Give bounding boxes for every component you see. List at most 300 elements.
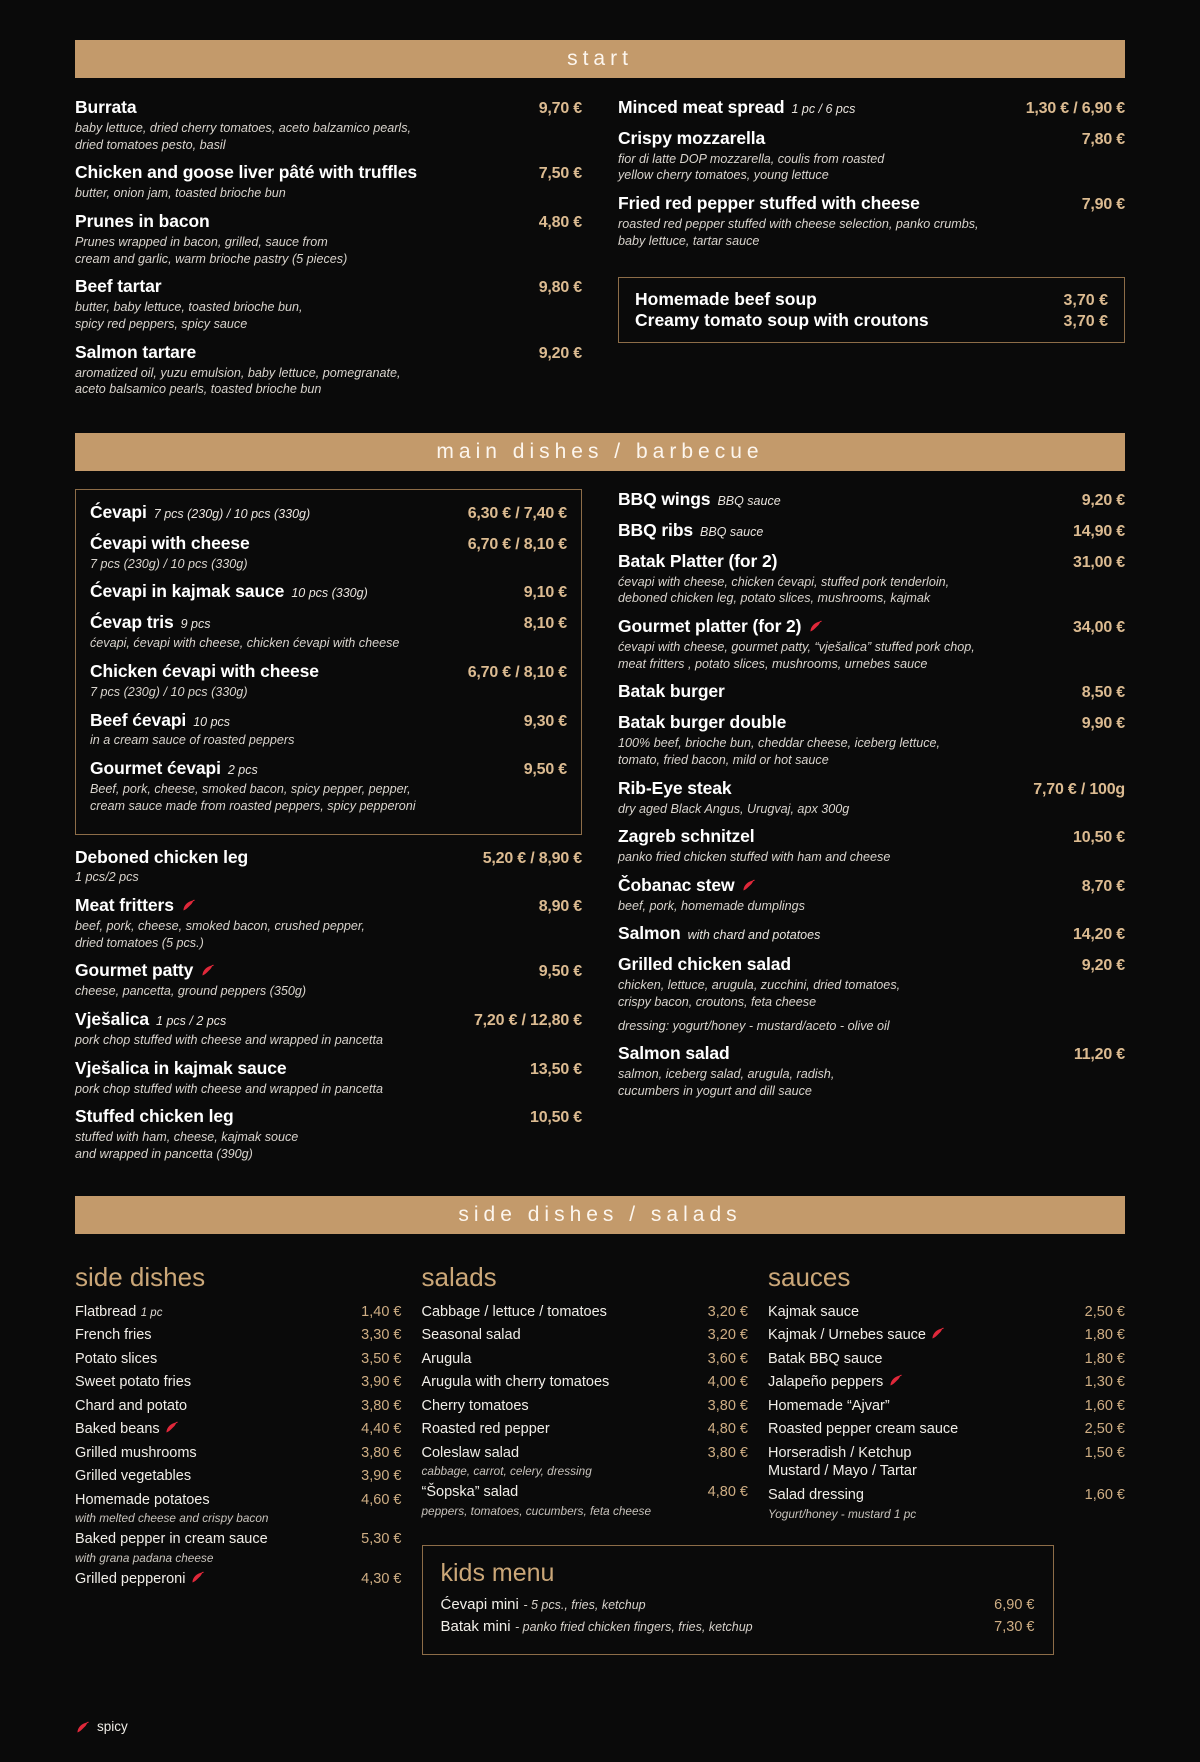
sides-section [75, 1262, 1125, 1655]
list-item-name-wrap [768, 1303, 859, 1321]
menu-item-name-wrap [90, 502, 458, 524]
list-item-name: Coleslaw salad [421, 1444, 520, 1461]
menu-item [618, 551, 1125, 607]
menu-item-name: Gourmet platter (for 2) [618, 616, 802, 637]
menu-item-name-wrap [618, 875, 1072, 897]
menu-item-name: Ćevapi [90, 501, 147, 522]
menu-item-header [75, 1058, 582, 1080]
list-item-name-wrap [75, 1303, 162, 1321]
menu-item-price: 10,50 € [1073, 829, 1125, 847]
main-left-column [75, 489, 600, 1172]
menu-item-price: 5,20 € / 8,90 € [482, 849, 582, 867]
menu-item-header [75, 1009, 582, 1031]
list-item-name: Roasted pepper cream sauce [768, 1421, 959, 1438]
list-item-price: 2,50 € [1084, 1303, 1125, 1320]
menu-page [0, 40, 1200, 1762]
menu-item-name-wrap [75, 342, 529, 364]
menu-item-name: Gourmet ćevapi [90, 758, 221, 779]
list-item-name-wrap [422, 1373, 610, 1391]
list-item-name-wrap [422, 1397, 529, 1415]
menu-item [75, 1009, 582, 1049]
menu-item-name-wrap [90, 612, 514, 634]
menu-item [90, 581, 567, 603]
side-dishes-title: side dishes [75, 1261, 206, 1292]
chili-icon [741, 879, 756, 892]
menu-item-description: butter, onion jam, toasted brioche bun [75, 186, 286, 201]
menu-item-name-wrap [75, 276, 529, 298]
list-item-price: 4,60 € [361, 1491, 402, 1508]
menu-item-name: Rib-Eye steak [618, 777, 732, 798]
list-item-name: Cabbage / lettuce / tomatoes [421, 1303, 607, 1320]
list-item-name-wrap [768, 1420, 958, 1438]
menu-item-price: 9,50 € [538, 963, 582, 981]
list-item-name: Kajmak / Urnebes sauce [768, 1327, 926, 1344]
sauces-title: sauces [768, 1261, 851, 1292]
list-item-subtext: Yogurt/honey - mustard 1 pc [768, 1506, 917, 1521]
menu-item-name: Burrata [75, 97, 137, 117]
list-item-price: 3,80 € [707, 1444, 748, 1461]
list-item-price: 3,20 € [707, 1327, 748, 1344]
list-item-subtext: with melted cheese and crispy bacon [75, 1511, 269, 1526]
list-item-price: 4,80 € [707, 1421, 748, 1438]
list-item [768, 1486, 1125, 1504]
menu-item-name: Fried red pepper stuffed with cheese [618, 193, 920, 214]
kids-menu-item-price: 6,90 € [994, 1596, 1035, 1613]
menu-item-qty: BBQ sauce [717, 493, 781, 508]
menu-item-description: in a cream sauce of roasted peppers [90, 733, 295, 748]
menu-item-description: ćevapi with cheese, chicken ćevapi, stuffed pork tenderloin, deboned chicken leg, potato slices, mushrooms, kajmak [618, 574, 950, 606]
list-item-name: Homemade potatoes [75, 1491, 210, 1508]
list-item-name-wrap [422, 1350, 472, 1368]
list-item-name-wrap [422, 1483, 519, 1501]
menu-item-name: Ćevap tris [90, 612, 174, 633]
list-item-subtext: with grana padana cheese [75, 1550, 214, 1565]
menu-item-description: dry aged Black Angus, Urugvaj, apx 300g [618, 801, 850, 816]
list-item-price: 1,80 € [1084, 1327, 1125, 1344]
list-item-price: 4,30 € [361, 1570, 402, 1587]
menu-item [618, 875, 1125, 915]
list-item-qty: 1 pc [140, 1306, 163, 1319]
menu-item-name-wrap [618, 193, 1072, 215]
chili-icon [808, 620, 823, 633]
soup-price: 3,70 € [1063, 312, 1108, 330]
menu-item-price: 9,80 € [538, 279, 582, 297]
menu-item-name: Salmon [618, 923, 681, 944]
list-item-name-wrap [75, 1530, 268, 1548]
spicy-legend [75, 1719, 128, 1734]
menu-item-header [75, 211, 582, 233]
menu-item-name-wrap [75, 97, 529, 119]
list-item-name: Batak BBQ sauce [768, 1350, 883, 1367]
list-item-price: 2,50 € [1084, 1421, 1125, 1438]
menu-item-name: Salmon tartare [75, 341, 197, 362]
menu-item-header [75, 1106, 582, 1128]
list-item [75, 1444, 402, 1462]
sauces-column [768, 1262, 1125, 1655]
menu-item [90, 661, 567, 701]
list-item [75, 1397, 402, 1415]
soup-name: Creamy tomato soup with croutons [635, 309, 929, 330]
spicy-legend-label: spicy [97, 1719, 128, 1734]
side-dishes-column [75, 1262, 422, 1655]
list-item-price: 3,20 € [707, 1303, 748, 1320]
menu-item [618, 1043, 1125, 1099]
list-item [75, 1420, 402, 1438]
menu-item-header [75, 97, 582, 119]
menu-item-header [90, 533, 567, 555]
cevapi-box [75, 489, 582, 835]
menu-item-header [618, 712, 1125, 734]
list-item-name-wrap [422, 1303, 607, 1321]
menu-item-qty: 9 pcs [180, 617, 211, 632]
list-item-price: 5,30 € [361, 1531, 402, 1548]
menu-item-price: 7,90 € [1081, 196, 1125, 214]
menu-item [75, 211, 582, 267]
menu-item-name-wrap [75, 1058, 520, 1080]
menu-item-price: 14,90 € [1073, 522, 1125, 540]
menu-item-price: 1,30 € / 6,90 € [1025, 100, 1125, 117]
menu-item-price: 14,20 € [1073, 926, 1125, 944]
menu-item-name: Batak Platter (for 2) [618, 550, 778, 571]
menu-item-name-wrap [90, 710, 514, 732]
menu-item-price: 9,30 € [523, 712, 567, 730]
list-item-price: 3,50 € [361, 1350, 402, 1367]
menu-item [618, 193, 1125, 249]
list-item [422, 1420, 749, 1438]
list-item [768, 1326, 1125, 1344]
menu-item [75, 895, 582, 951]
section-title-main: main dishes / barbecue [436, 439, 764, 463]
menu-item-name: Meat fritters [75, 895, 174, 916]
menu-item-qty: with chard and potatoes [687, 928, 821, 943]
list-item-name: Salad dressing [768, 1487, 864, 1504]
menu-item-header [618, 923, 1125, 945]
menu-item [618, 128, 1125, 184]
menu-item-name-wrap [618, 954, 1072, 976]
chili-icon [181, 899, 196, 912]
menu-item-price: 7,20 € / 12,80 € [473, 1012, 582, 1030]
menu-item-description: aromatized oil, yuzu emulsion, baby lettuce, pomegranate, aceto balsamico pearls, toasted brioche bun [75, 365, 401, 397]
menu-item-name-wrap [618, 681, 1072, 703]
list-item-price: 3,60 € [707, 1350, 748, 1367]
menu-item-name-wrap [618, 489, 1072, 511]
menu-item-name: Batak burger double [618, 712, 787, 733]
menu-item-price: 9,90 € [1081, 715, 1125, 733]
menu-item [90, 502, 567, 524]
menu-item-name-wrap [90, 661, 458, 683]
menu-item-price: 6,70 € / 8,10 € [467, 535, 567, 553]
soups-box [618, 277, 1125, 343]
list-item-name: Arugula with cherry tomatoes [421, 1374, 610, 1391]
menu-item-name: Crispy mozzarella [618, 127, 766, 148]
list-item-name-wrap [75, 1570, 205, 1588]
menu-item-header [618, 826, 1125, 848]
menu-item-description: fior di latte DOP mozzarella, coulis from roasted yellow cherry tomatoes, young lettuce [618, 151, 885, 183]
list-item [768, 1420, 1125, 1438]
menu-item [618, 954, 1125, 1034]
menu-item-price: 7,70 € / 100g [1033, 780, 1125, 798]
list-item-name-wrap [768, 1350, 882, 1368]
menu-item-description: roasted red pepper stuffed with cheese selection, panko crumbs, baby lettuce, tartar sauce [618, 217, 979, 248]
menu-item-header [75, 847, 582, 869]
menu-item [618, 778, 1125, 818]
list-item [422, 1326, 749, 1344]
menu-item-price: 6,30 € / 7,40 € [467, 504, 567, 522]
menu-item-qty: 2 pcs [227, 763, 258, 778]
list-item-price: 3,80 € [707, 1397, 748, 1414]
menu-item [618, 616, 1125, 672]
menu-item-name-wrap [618, 520, 1063, 542]
menu-item-header [75, 895, 582, 917]
list-item-name: Potato slices [75, 1350, 158, 1367]
chili-icon [75, 1721, 90, 1734]
menu-item-qty: 10 pcs [193, 714, 231, 729]
menu-item-name: Grilled chicken salad [618, 954, 791, 975]
list-item-name: Flatbread [75, 1303, 137, 1320]
menu-item [75, 1058, 582, 1098]
list-item-price: 3,80 € [361, 1444, 402, 1461]
chili-icon [888, 1374, 903, 1387]
menu-item-name-wrap [75, 960, 529, 982]
menu-item [618, 826, 1125, 866]
menu-item-name-wrap [90, 581, 514, 603]
start-left-column [75, 97, 600, 407]
list-item-name-wrap [422, 1420, 550, 1438]
list-item [75, 1350, 402, 1368]
menu-item-name: Deboned chicken leg [75, 846, 249, 867]
menu-item-description: baby lettuce, dried cherry tomatoes, aceto balzamico pearls, dried tomatoes pesto, basil [75, 120, 412, 152]
list-item-name: Baked beans [75, 1421, 160, 1438]
list-item-name: Sweet potato fries [75, 1374, 192, 1391]
soup-name: Homemade beef soup [635, 288, 817, 309]
list-item [75, 1530, 402, 1548]
chili-icon [190, 1571, 205, 1584]
list-item-name: Homemade “Ajvar” [768, 1397, 890, 1414]
menu-item-price: 34,00 € [1073, 619, 1125, 637]
list-item [422, 1397, 749, 1415]
section-title-start: start [567, 47, 633, 70]
list-item [422, 1373, 749, 1391]
menu-item-price: 13,50 € [530, 1060, 582, 1078]
list-item-name: Grilled mushrooms [75, 1444, 197, 1461]
menu-item-qty: 1 pcs / 2 pcs [156, 1014, 227, 1029]
list-item-price: 1,40 € [361, 1303, 402, 1320]
menu-item-header [90, 710, 567, 732]
list-item-name-wrap [75, 1467, 191, 1485]
list-item-name: Baked pepper in cream sauce [75, 1531, 268, 1548]
menu-item-name-wrap [618, 712, 1072, 734]
menu-item-header [618, 551, 1125, 573]
menu-item-name: Prunes in bacon [75, 210, 210, 231]
menu-item [618, 712, 1125, 768]
menu-item-name: Stuffed chicken leg [75, 1106, 234, 1127]
menu-item-header [618, 954, 1125, 976]
list-item-price: 1,60 € [1084, 1487, 1125, 1504]
menu-item-price: 4,80 € [538, 213, 582, 231]
list-item [768, 1397, 1125, 1415]
list-item-price: 4,00 € [707, 1374, 748, 1391]
section-banner-start [75, 40, 1125, 78]
menu-item-header [75, 162, 582, 184]
menu-item-description: salmon, iceberg salad, arugula, radish, cucumbers in yogurt and dill sauce [618, 1067, 835, 1099]
list-item-price: 3,30 € [361, 1327, 402, 1344]
list-item-name: “Šopska” salad [421, 1484, 519, 1501]
kids-menu-title: kids menu [440, 1558, 555, 1587]
list-item [768, 1350, 1125, 1368]
menu-item-description: pork chop stuffed with cheese and wrapped in pancetta [75, 1081, 384, 1096]
list-item-name: Cherry tomatoes [421, 1397, 529, 1414]
menu-item-name-wrap [75, 1106, 520, 1128]
kids-menu-item-price: 7,30 € [994, 1618, 1035, 1635]
menu-item [90, 758, 567, 814]
menu-item-header [618, 97, 1125, 119]
list-item-price: 1,60 € [1084, 1397, 1125, 1414]
chili-icon [164, 1421, 179, 1434]
menu-item [90, 612, 567, 652]
menu-item-price: 9,50 € [523, 761, 567, 779]
menu-item-description-extra: dressing: yogurt/honey - mustard/aceto - olive oil [618, 1018, 890, 1033]
menu-item-name: Chicken and goose liver pâté with truffles [75, 162, 417, 183]
menu-item-header [618, 681, 1125, 703]
menu-item-price: 9,70 € [538, 100, 582, 117]
menu-item-description: stuffed with ham, cheese, kajmak souce and wrapped in pancetta (390g) [75, 1130, 299, 1161]
menu-item-header [618, 520, 1125, 542]
list-item-price: 3,90 € [361, 1374, 402, 1391]
menu-item-name: BBQ wings [618, 488, 711, 509]
list-item-price: 3,90 € [361, 1468, 402, 1485]
soup-row [635, 289, 1108, 310]
menu-item-header [618, 128, 1125, 150]
start-section [75, 97, 1125, 407]
menu-item [75, 1106, 582, 1162]
list-item-name: Roasted red pepper [421, 1421, 550, 1438]
menu-item-description: 7 pcs (230g) / 10 pcs (330g) [90, 684, 248, 699]
list-item-price: 4,40 € [361, 1421, 402, 1438]
section-banner-main [75, 433, 1125, 471]
menu-item [618, 489, 1125, 511]
menu-item-header [90, 661, 567, 683]
menu-item [75, 162, 582, 202]
menu-item-header [90, 612, 567, 634]
list-item-name: Grilled pepperoni [75, 1570, 186, 1587]
list-item-name: Arugula [421, 1350, 472, 1367]
section-banner-sides [75, 1196, 1125, 1234]
menu-item-name-wrap [90, 758, 514, 780]
list-item-name-wrap [422, 1326, 521, 1344]
menu-item-description: ćevapi with cheese, gourmet patty, “vješalica” stuffed pork chop, meat fritters , potato slices, mushrooms, urnebes sauce [618, 639, 975, 671]
menu-item-name-wrap [618, 97, 1016, 119]
kids-menu-item-text [441, 1596, 646, 1614]
start-right-column [600, 97, 1125, 407]
list-item [75, 1303, 402, 1321]
menu-item-header [75, 960, 582, 982]
menu-item-name: Zagreb schnitzel [618, 826, 755, 847]
menu-item-header [618, 1043, 1125, 1065]
list-item-name-wrap [75, 1373, 191, 1391]
menu-item-name: Chicken ćevapi with cheese [90, 660, 319, 681]
menu-item-name: Gourmet patty [75, 960, 194, 981]
list-item-name-wrap [75, 1397, 187, 1415]
menu-item-description: cheese, pancetta, ground peppers (350g) [75, 984, 307, 999]
menu-item [618, 681, 1125, 703]
menu-item-qty: 1 pc / 6 pcs [791, 102, 856, 116]
menu-item-name: Ćevapi in kajmak sauce [90, 581, 285, 602]
chili-icon [200, 964, 215, 977]
list-item [75, 1570, 402, 1588]
menu-item-header [618, 875, 1125, 897]
menu-item-description: butter, baby lettuce, toasted brioche bun, spicy red peppers, spicy sauce [75, 300, 303, 331]
menu-item-description: Prunes wrapped in bacon, grilled, sauce from cream and garlic, warm brioche pastry (5 pieces) [75, 234, 348, 266]
list-item [422, 1444, 749, 1462]
list-item [422, 1350, 749, 1368]
list-item-name-wrap [422, 1444, 520, 1462]
menu-item-name-wrap [618, 826, 1063, 848]
menu-item-price: 8,70 € [1081, 877, 1125, 895]
list-item [422, 1483, 749, 1501]
list-item-name: Horseradish / Ketchup Mustard / Mayo / Tartar [768, 1444, 917, 1480]
menu-item-description: 100% beef, brioche bun, cheddar cheese, iceberg lettuce, tomato, fried bacon, mild or hot sauce [618, 736, 941, 767]
list-item-name: Chard and potato [75, 1397, 188, 1414]
salads-title: salads [421, 1261, 497, 1292]
kids-menu-item-desc: - 5 pcs., fries, ketchup [523, 1597, 646, 1612]
menu-item-description: ćevapi, ćevapi with cheese, chicken ćevapi with cheese [90, 636, 400, 651]
menu-item-name: BBQ ribs [618, 519, 694, 540]
menu-item-name: Beef ćevapi [90, 709, 187, 730]
list-item-name-wrap [768, 1373, 903, 1391]
list-item-name-wrap [75, 1326, 152, 1344]
menu-item-name: Beef tartar [75, 276, 162, 297]
list-item [768, 1373, 1125, 1391]
list-item-name-wrap [75, 1420, 179, 1438]
kids-menu-item-name: Ćevapi mini [440, 1595, 519, 1613]
menu-item [75, 960, 582, 1000]
menu-item-description: 7 pcs (230g) / 10 pcs (330g) [90, 556, 248, 571]
list-item-name: Grilled vegetables [75, 1468, 192, 1485]
menu-item-name: Vješalica [75, 1009, 150, 1030]
menu-item-header [90, 502, 567, 524]
menu-item-price: 6,70 € / 8,10 € [467, 663, 567, 681]
menu-item [75, 97, 582, 153]
menu-item-header [90, 758, 567, 780]
menu-item-name: Salmon salad [618, 1043, 730, 1064]
list-item-name-wrap [75, 1491, 210, 1509]
menu-item-name-wrap [75, 895, 529, 917]
soup-row [635, 310, 1108, 331]
menu-item-qty: 10 pcs (330g) [291, 586, 368, 601]
main-section [75, 489, 1125, 1172]
menu-item-name: Čobanac stew [618, 874, 735, 895]
menu-item-name: Minced meat spread [618, 97, 785, 117]
menu-item-description: beef, pork, homemade dumplings [618, 898, 805, 913]
list-item-name: Jalapeño peppers [768, 1374, 884, 1391]
menu-item-header [618, 778, 1125, 800]
menu-item-header [75, 276, 582, 298]
list-item-price: 1,80 € [1084, 1350, 1125, 1367]
menu-item-name-wrap [75, 847, 473, 869]
menu-item-price: 7,80 € [1081, 130, 1125, 148]
menu-item [90, 710, 567, 750]
list-item-price: 4,80 € [707, 1484, 748, 1501]
list-item [768, 1444, 1125, 1481]
menu-item-price: 9,10 € [523, 584, 567, 602]
menu-item-qty: BBQ sauce [700, 524, 764, 539]
menu-item-description: beef, pork, cheese, smoked bacon, crushed pepper, dried tomatoes (5 pcs.) [75, 919, 365, 950]
menu-item [618, 520, 1125, 542]
menu-item-description: pork chop stuffed with cheese and wrapped in pancetta [75, 1032, 384, 1047]
list-item [75, 1491, 402, 1509]
list-item-name-wrap [75, 1350, 157, 1368]
list-item-name-wrap [768, 1397, 890, 1415]
